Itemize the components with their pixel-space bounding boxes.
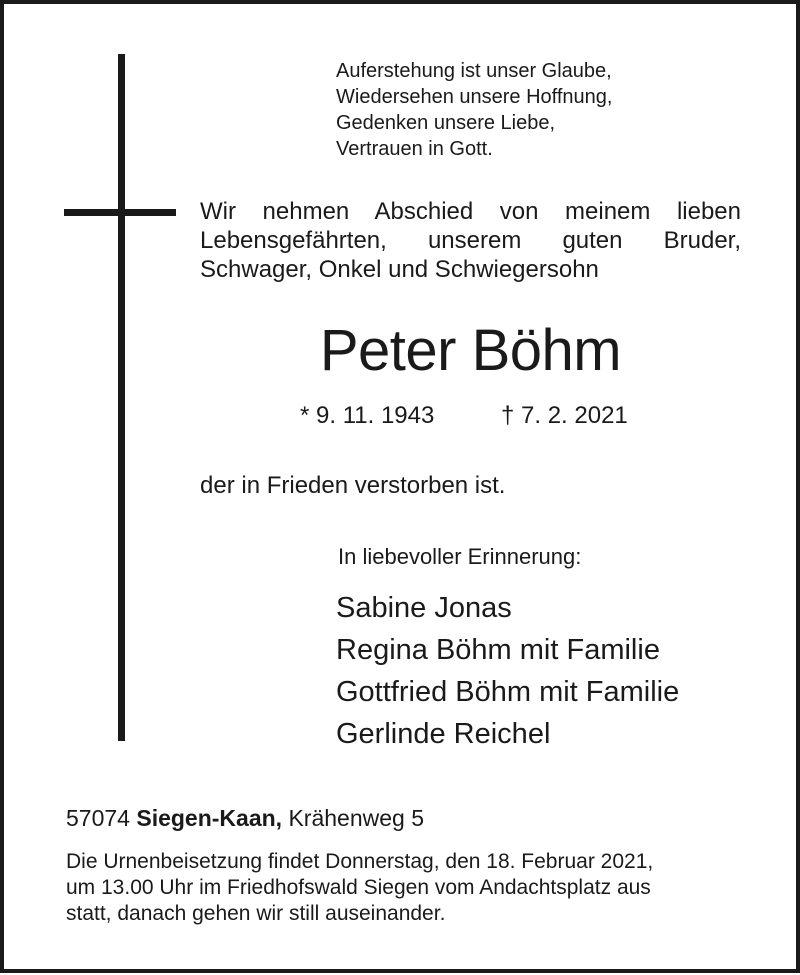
- deceased-name: Peter Böhm: [319, 318, 622, 383]
- intro-line: Wir nehmen Abschied von meinem lieben: [200, 198, 741, 225]
- memory-heading: In liebevoller Erinnerung:: [338, 544, 582, 569]
- mourners-list: [336, 587, 679, 755]
- mourner-name: Gerlinde Reichel: [336, 718, 551, 750]
- verse-line: Vertrauen in Gott.: [336, 138, 493, 160]
- farewell-intro: [200, 197, 741, 284]
- verse: [336, 58, 612, 162]
- verse-line: Wiedersehen unsere Hoffnung,: [336, 86, 613, 108]
- postal-code: 57074: [66, 805, 130, 831]
- funeral-line: Die Urnenbeisetzung findet Donnerstag, den 18. Februar 2021,: [66, 850, 654, 873]
- mourner-name: Regina Böhm mit Familie: [336, 634, 660, 666]
- street: Krähenweg 5: [288, 805, 425, 831]
- verse-line: Auferstehung ist unser Glaube,: [336, 60, 612, 82]
- verse-line: Gedenken unsere Liebe,: [336, 112, 556, 134]
- birth-date: * 9. 11. 1943: [300, 402, 435, 429]
- address: [66, 803, 424, 833]
- intro-line: Schwager, Onkel und Schwiegersohn: [200, 256, 599, 283]
- cross-horizontal-bar: [64, 209, 176, 216]
- funeral-line: statt, danach gehen wir still auseinander.: [66, 902, 446, 925]
- intro-line: Lebensgefährten, unserem guten Bruder,: [200, 227, 741, 254]
- mourner-name: Gottfried Böhm mit Familie: [336, 676, 680, 708]
- funeral-line: um 13.00 Uhr im Friedhofswald Siegen vom Andachtsplatz aus: [66, 876, 651, 899]
- closing-text: der in Frieden verstorben ist.: [200, 472, 506, 499]
- mourner-name: Sabine Jonas: [336, 592, 512, 624]
- cross-vertical-bar: [118, 54, 125, 741]
- funeral-information: [66, 849, 653, 927]
- death-date: † 7. 2. 2021: [501, 402, 628, 429]
- city: Siegen-Kaan,: [136, 805, 283, 831]
